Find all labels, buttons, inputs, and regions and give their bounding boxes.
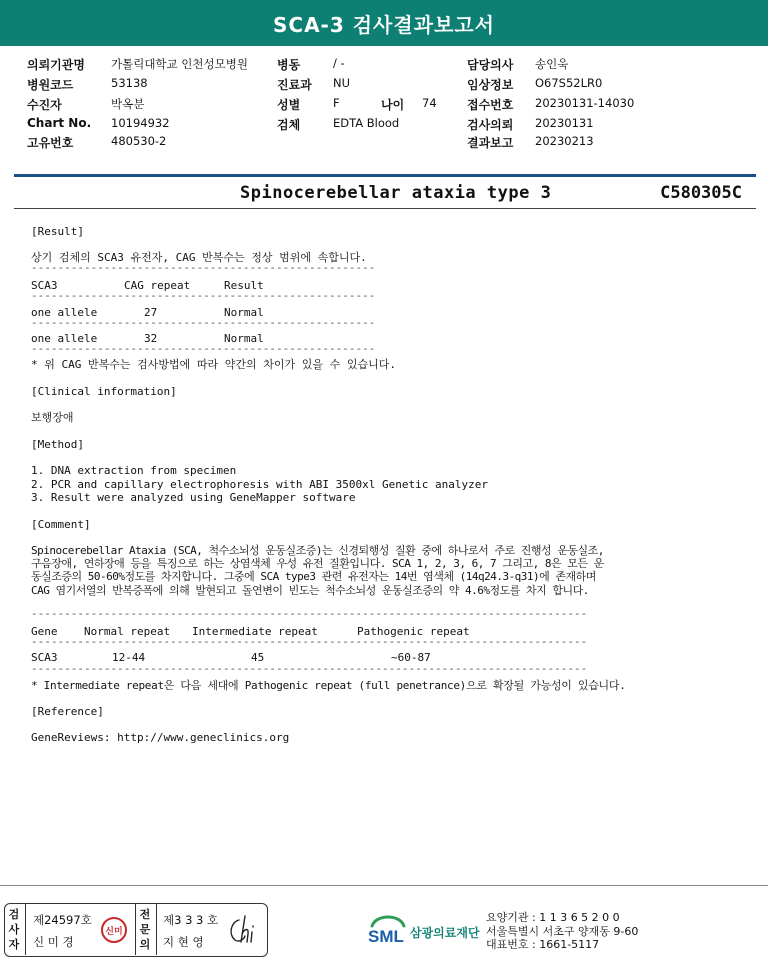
result-cell-allele: one allele [31,332,98,345]
examiner-seal-icon: 신미 [101,917,127,943]
label-examinee: 수진자 [27,98,62,112]
method-item: 2. PCR and capillary electrophoresis with ABI 3500xl Genetic analyzer [31,478,488,491]
clinical-heading: [Clinical information] [31,385,177,398]
method-item: 3. Result were analyzed using GeneMapper software [31,491,356,504]
value-unique-no: 480530-2 [111,134,167,148]
method-item: 1. DNA extraction from specimen [31,464,237,477]
comment-line: Spinocerebellar Ataxia (SCA, 척수소뇌성 운동실조증)는 신경퇴행성 질환 중에 하나로서 주로 진행성 운동실조, [31,544,604,557]
specialist-license: 제3 3 3 호 [163,913,219,927]
label-request-date: 검사의뢰 [467,118,514,132]
examiner-label: 검 사 자 [8,908,20,951]
clinical-text: 보행장애 [31,411,74,424]
box-separator [25,904,26,955]
value-clinical: O67S52LR0 [535,76,603,90]
repeat-col-intermediate: Intermediate repeat [192,625,318,638]
table-divider: ---------------------------------------------------- [31,342,376,355]
repeat-cell-intermediate: 45 [251,651,265,664]
value-age: 74 [422,96,437,110]
comment-line: 구음장애, 연하장애 등을 특징으로 하는 상염색체 우성 유전 질환입니다. SCA 1, 2, 3, 6, 7 그리고, 8은 모든 운 [31,557,604,570]
repeat-col-pathogenic: Pathogenic repeat [357,625,470,638]
examiner-license: 제24597호 [33,913,92,927]
label-age: 나이 [381,98,405,112]
label-ward: 병동 [277,58,301,72]
result-cell-allele: one allele [31,306,98,319]
report-main-title: SCA-3 검사결과보고서 [273,12,495,37]
specialist-label: 전 문 의 [139,908,151,951]
result-summary: 상기 검체의 SCA3 유전자, CAG 반복수는 정상 범위에 속합니다. [31,251,367,264]
repeat-col-gene: Gene [31,625,58,638]
label-department: 진료과 [277,78,312,92]
label-sex: 성별 [277,98,301,112]
label-unique-no: 고유번호 [27,136,74,150]
result-col-cag: CAG repeat [124,279,191,292]
value-request-date: 20230131 [535,116,594,130]
table-divider: ------------------------------------------------------------------------------------ [31,607,588,620]
org-code: 요양기관 : 1 1 3 6 5 2 0 0 [486,911,620,924]
method-heading: [Method] [31,438,84,451]
signature-box [4,903,268,957]
examiner-name: 신 미 경 [33,935,74,949]
value-ward: / - [333,56,345,70]
org-address: 서울특별시 서초구 양재동 9-60 [486,924,639,938]
org-info [486,911,638,952]
specialist-signature-icon [225,912,263,948]
value-institution: 가톨릭대학교 인천성모병원 [111,57,248,71]
sml-logo-icon [366,912,410,952]
patient-info-block [0,54,768,150]
comment-line: CAG 염기서열의 반복증폭에 의해 발현되고 돌연변이 빈도는 척수소뇌성 운동실조증의 약 4.6%정도를 차지 합니다. [31,584,589,597]
comment-line: 동실조증의 50-60%정도를 차지합니다. 그중에 SCA type3 관련 유전자는 14번 염색체 (14q24.3-q31)에 존재하며 [31,570,596,583]
footer-divider [0,885,768,886]
header-divider-thin [14,208,756,209]
value-sex: F [333,96,340,110]
label-report-date: 결과보고 [467,136,514,150]
repeat-cell-normal: 12-44 [112,651,146,664]
value-report-date: 20230213 [535,134,594,148]
value-department: NU [333,76,351,90]
report-title-bar [0,0,768,46]
logo-text: SML [368,927,404,946]
reference-link[interactable]: GeneReviews: http://www.geneclinics.org [31,731,290,744]
specialist-name: 지 현 영 [163,935,204,949]
table-divider: ------------------------------------------------------------------------------------ [31,662,588,675]
value-chart-no: 10194932 [111,116,170,130]
repeat-cell-gene: SCA3 [31,651,58,664]
table-divider: ---------------------------------------------------- [31,261,376,274]
result-col-result: Result [224,279,264,292]
result-cell-repeat: 32 [144,332,158,345]
value-doctor: 송인욱 [535,57,569,71]
label-specimen: 검체 [277,118,301,132]
table-divider: ------------------------------------------------------------------------------------ [31,635,588,648]
box-separator [135,904,136,955]
label-chart-no: Chart No. [27,116,92,130]
label-hospital-code: 병원코드 [27,78,74,92]
test-name: Spinocerebellar ataxia type 3 [240,183,552,203]
result-note: * 위 CAG 반복수는 검사방법에 따라 약간의 차이가 있을 수 있습니다. [31,358,396,371]
result-cell-status: Normal [224,306,264,319]
label-receipt-no: 접수번호 [467,98,514,112]
org-name: 삼광의료재단 [410,926,480,940]
repeat-note: * Intermediate repeat은 다음 세대에 Pathogenic repeat (full penetrance)으로 확장될 가능성이 있습니다. [31,679,626,692]
repeat-col-normal: Normal repeat [84,625,171,638]
org-phone: 대표번호 : 1661-5117 [486,938,600,951]
header-divider-thick [14,174,756,177]
result-heading: [Result] [31,225,84,238]
value-receipt-no: 20230131-14030 [535,96,635,110]
table-divider: ---------------------------------------------------- [31,316,376,329]
comment-heading: [Comment] [31,518,91,531]
result-cell-status: Normal [224,332,264,345]
label-clinical: 임상정보 [467,78,514,92]
reference-heading: [Reference] [31,705,104,718]
repeat-cell-pathogenic: ~60-87 [391,651,431,664]
report-heading [14,183,756,207]
result-col-gene: SCA3 [31,279,58,292]
test-code: C580305C [660,183,742,203]
value-specimen: EDTA Blood [333,116,400,130]
value-hospital-code: 53138 [111,76,148,90]
box-separator [156,904,157,955]
result-cell-repeat: 27 [144,306,158,319]
label-institution: 의뢰기관명 [27,58,85,72]
table-divider: ---------------------------------------------------- [31,289,376,302]
label-doctor: 담당의사 [467,58,514,72]
value-examinee: 박옥분 [111,97,145,111]
